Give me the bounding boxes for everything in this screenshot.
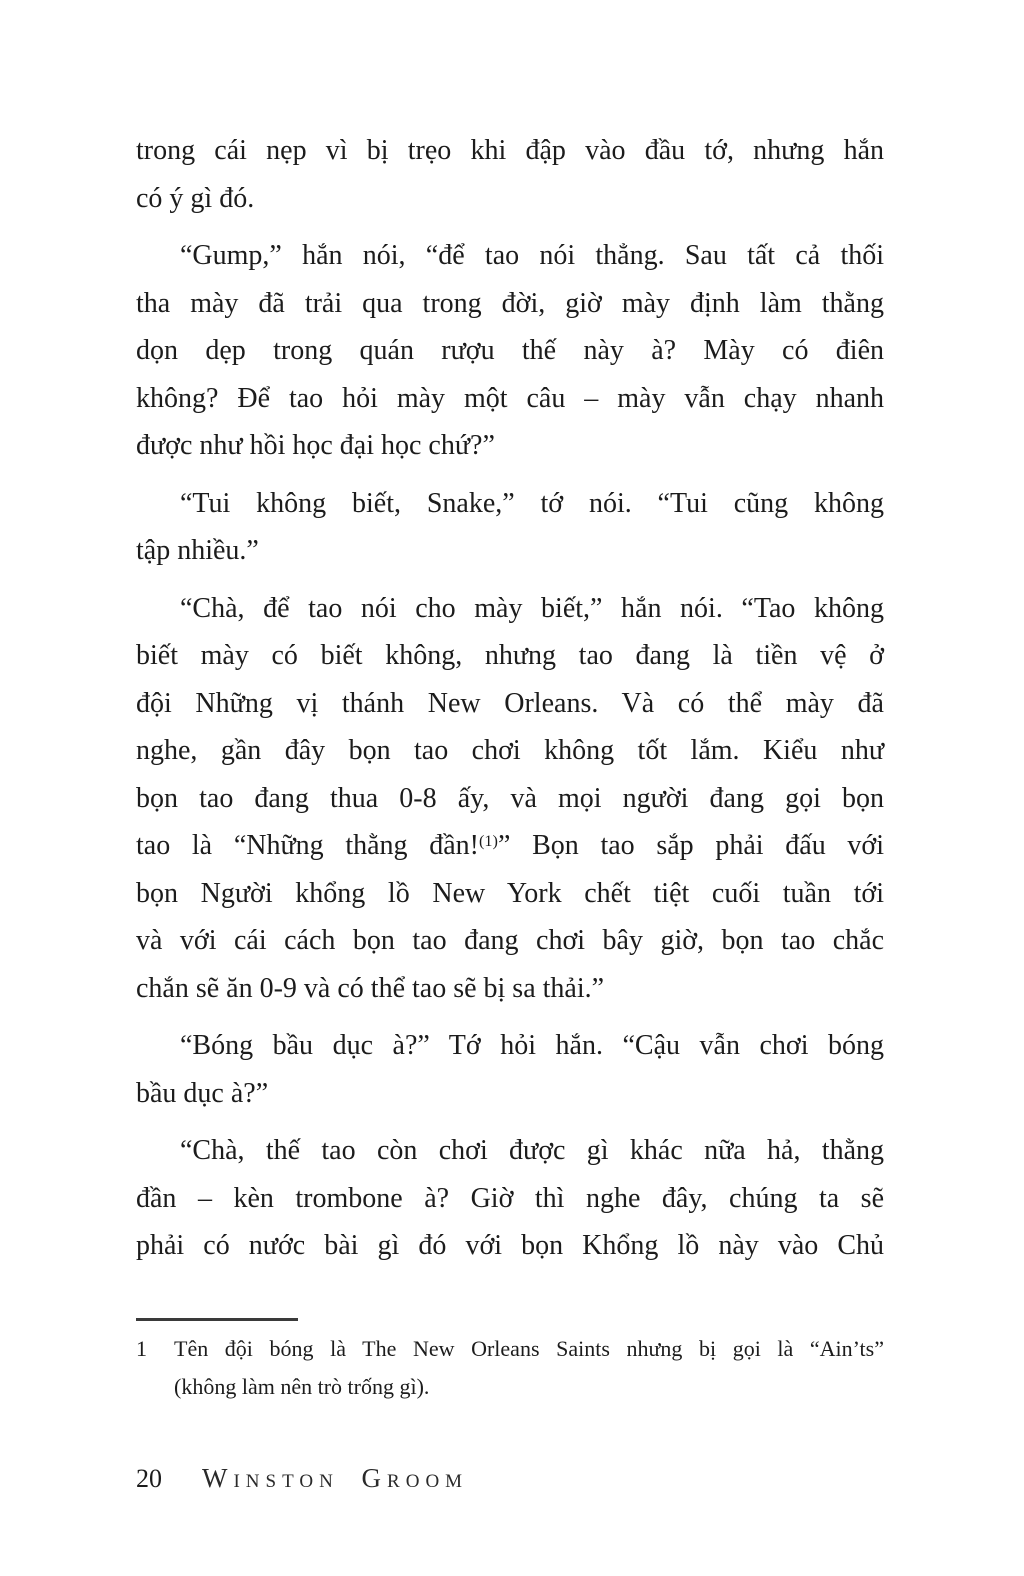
body-text: [136, 127, 884, 1280]
footnote-line: [136, 1330, 884, 1368]
text-line: “Chà, để tao nói cho mày biết,” hắn nói. “Tao không: [180, 592, 884, 624]
text-line: dọn dẹp trong quán rượu thế này à? Mày có điên: [136, 335, 884, 366]
text-line: không? Để tao hỏi mày một câu – mày vẫn chạy nhanh: [136, 382, 884, 414]
text-line: tha mày đã trải qua trong đời, giờ mày định làm thằng: [136, 287, 884, 319]
page-footer: [136, 1458, 884, 1503]
paragraph: [136, 480, 884, 575]
footnote: [136, 1330, 884, 1406]
text-line: đội Những vị thánh New Orleans. Và có thể mày đã: [136, 687, 884, 719]
paragraph: [136, 232, 884, 470]
paragraph: [136, 1127, 884, 1270]
text-line: được như hồi học đại học chứ?”: [136, 430, 495, 461]
text-segment: ” Bọn tao sắp phải đấu với: [497, 830, 884, 861]
text-line: trong cái nẹp vì bị trẹo khi đập vào đầu tớ, nhưng hắn: [136, 135, 884, 166]
text-line: “Tui không biết, Snake,” tớ nói. “Tui cũng không: [180, 487, 884, 519]
text-line: nghe, gần đây bọn tao chơi không tốt lắm. Kiểu như: [136, 735, 884, 766]
paragraph: [136, 585, 884, 1013]
text-line: tập nhiều.”: [136, 535, 259, 566]
text-line: phải có nước bài gì đó với bọn Khổng lồ này vào Chủ: [136, 1230, 884, 1261]
text-line: bọn Người khổng lồ New York chết tiệt cuối tuần tới: [136, 877, 884, 909]
footnote-divider: [136, 1318, 298, 1321]
text-line: [136, 822, 884, 870]
footnote-text: Tên đội bóng là The New Orleans Saints nhưng bị gọi là “Ain’ts”: [174, 1336, 884, 1361]
text-line: bọn tao đang thua 0-8 ấy, và mọi người đang gọi bọn: [136, 782, 884, 814]
footnote-marker: 1: [136, 1336, 147, 1361]
paragraph: [136, 127, 884, 222]
footnote-line: (không làm nên trò trống gì).: [174, 1374, 430, 1399]
footnote-reference: (1): [479, 831, 498, 850]
text-line: “Bóng bầu dục à?” Tớ hỏi hắn. “Cậu vẫn chơi bóng: [180, 1030, 884, 1061]
text-line: và với cái cách bọn tao đang chơi bây giờ, bọn tao chắc: [136, 925, 884, 956]
text-line: chắn sẽ ăn 0-9 và có thể tao sẽ bị sa thải.”: [136, 972, 605, 1004]
text-segment: tao là “Những thằng đần!: [136, 830, 479, 861]
text-line: đần – kèn trombone à? Giờ thì nghe đây, chúng ta sẽ: [136, 1182, 884, 1214]
text-line: biết mày có biết không, nhưng tao đang là tiền vệ ở: [136, 640, 884, 671]
running-footer-author: Winston Groom: [202, 1463, 469, 1493]
paragraph: [136, 1022, 884, 1117]
text-line: “Gump,” hắn nói, “để tao nói thẳng. Sau tất cả thối: [180, 240, 884, 271]
text-line: “Chà, thế tao còn chơi được gì khác nữa hả, thằng: [180, 1135, 884, 1166]
text-line: có ý gì đó.: [136, 182, 255, 214]
page-number: 20: [136, 1464, 162, 1493]
text-line: bầu dục à?”: [136, 1077, 269, 1109]
